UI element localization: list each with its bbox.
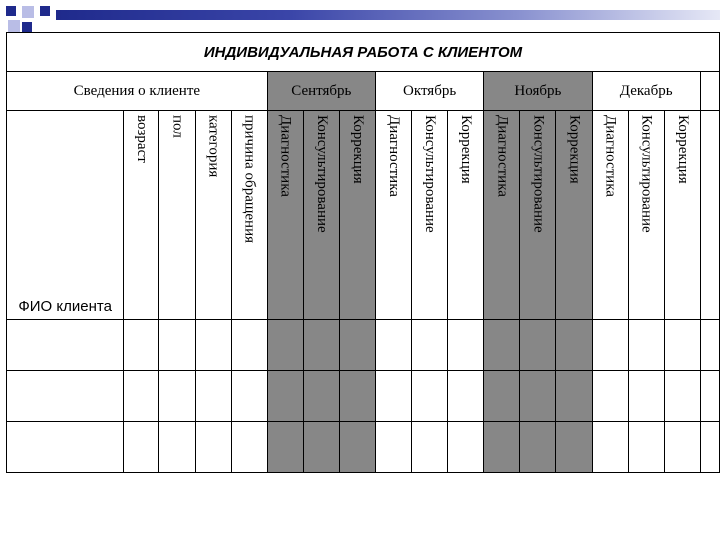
client-info-header: Сведения о клиенте [7,72,268,111]
month-header-december: Декабрь [592,72,700,111]
decor-square [8,20,20,32]
table-cell[interactable] [7,320,124,371]
column-header-dec-diagnostics: Диагностика [592,111,628,320]
table-cell[interactable] [231,371,267,422]
header-band [56,10,720,20]
table-cell[interactable] [664,320,700,371]
column-header-dec-correction: Коррекция [664,111,700,320]
extra-cell [700,371,719,422]
column-header-oct-diagnostics: Диагностика [375,111,411,320]
table-cell[interactable] [448,371,484,422]
table-cell[interactable] [412,422,448,473]
table-cell[interactable] [412,320,448,371]
table-title-text: ИНДИВИДУАЛЬНАЯ РАБОТА С КЛИЕНТОМ [203,43,523,61]
table-cell[interactable] [664,422,700,473]
table-cell[interactable] [303,422,339,473]
table-cell[interactable] [339,371,375,422]
column-header-age: возраст [124,111,159,320]
decor-square [6,6,16,16]
table-title [7,33,720,72]
column-header-oct-correction: Коррекция [448,111,484,320]
table-cell[interactable] [520,320,556,371]
decor-square [40,6,50,16]
decor-square [22,6,34,18]
table-cell[interactable] [267,371,303,422]
table-cell[interactable] [339,422,375,473]
table-cell[interactable] [484,320,520,371]
decor-square [22,22,32,32]
extra-cell [700,111,719,320]
table-cell[interactable] [124,320,159,371]
extra-cell [700,320,719,371]
table-cell[interactable] [592,320,628,371]
month-header-november: Ноябрь [484,72,592,111]
table-cell[interactable] [484,371,520,422]
table-cell[interactable] [231,422,267,473]
column-header-nov-diagnostics: Диагностика [484,111,520,320]
table-cell[interactable] [339,320,375,371]
table-cell[interactable] [159,422,195,473]
table-cell[interactable] [195,371,231,422]
table-cell[interactable] [628,422,664,473]
month-header-september: Сентябрь [267,72,375,111]
table-cell[interactable] [375,371,411,422]
table-cell[interactable] [231,320,267,371]
table-cell[interactable] [124,422,159,473]
extra-cell [700,422,719,473]
column-header-nov-correction: Коррекция [556,111,592,320]
table-cell[interactable] [267,422,303,473]
table-cell[interactable] [556,320,592,371]
table-cell[interactable] [448,422,484,473]
table-cell[interactable] [7,422,124,473]
column-header-sep-diagnostics: Диагностика [267,111,303,320]
extra-cell [700,72,719,111]
table-row [7,422,720,473]
column-header-nov-consulting: Консультирование [520,111,556,320]
table-cell[interactable] [556,371,592,422]
table-cell[interactable] [267,320,303,371]
column-header-dec-consulting: Консультирование [628,111,664,320]
table-cell[interactable] [159,320,195,371]
table-row [7,320,720,371]
table-row [7,371,720,422]
table-cell[interactable] [592,422,628,473]
client-work-table [6,32,720,473]
table-cell[interactable] [592,371,628,422]
column-header-fio: ФИО клиента [7,111,124,320]
table-cell[interactable] [195,422,231,473]
column-header-oct-consulting: Консультирование [412,111,448,320]
table-cell[interactable] [375,422,411,473]
table-cell[interactable] [448,320,484,371]
table-cell[interactable] [556,422,592,473]
table-cell[interactable] [628,320,664,371]
column-header-category: категория [195,111,231,320]
table-cell[interactable] [664,371,700,422]
table-cell[interactable] [520,371,556,422]
table-cell[interactable] [303,371,339,422]
table-cell[interactable] [159,371,195,422]
month-header-october: Октябрь [375,72,483,111]
table-cell[interactable] [124,371,159,422]
table-cell[interactable] [628,371,664,422]
table-cell[interactable] [412,371,448,422]
column-header-sep-correction: Коррекция [339,111,375,320]
column-header-reason: причина обращения [231,111,267,320]
table-cell[interactable] [7,371,124,422]
table-cell[interactable] [375,320,411,371]
column-header-sex: пол [159,111,195,320]
table-cell[interactable] [303,320,339,371]
column-header-sep-consulting: Консультирование [303,111,339,320]
table-cell[interactable] [484,422,520,473]
table-cell[interactable] [520,422,556,473]
table-cell[interactable] [195,320,231,371]
